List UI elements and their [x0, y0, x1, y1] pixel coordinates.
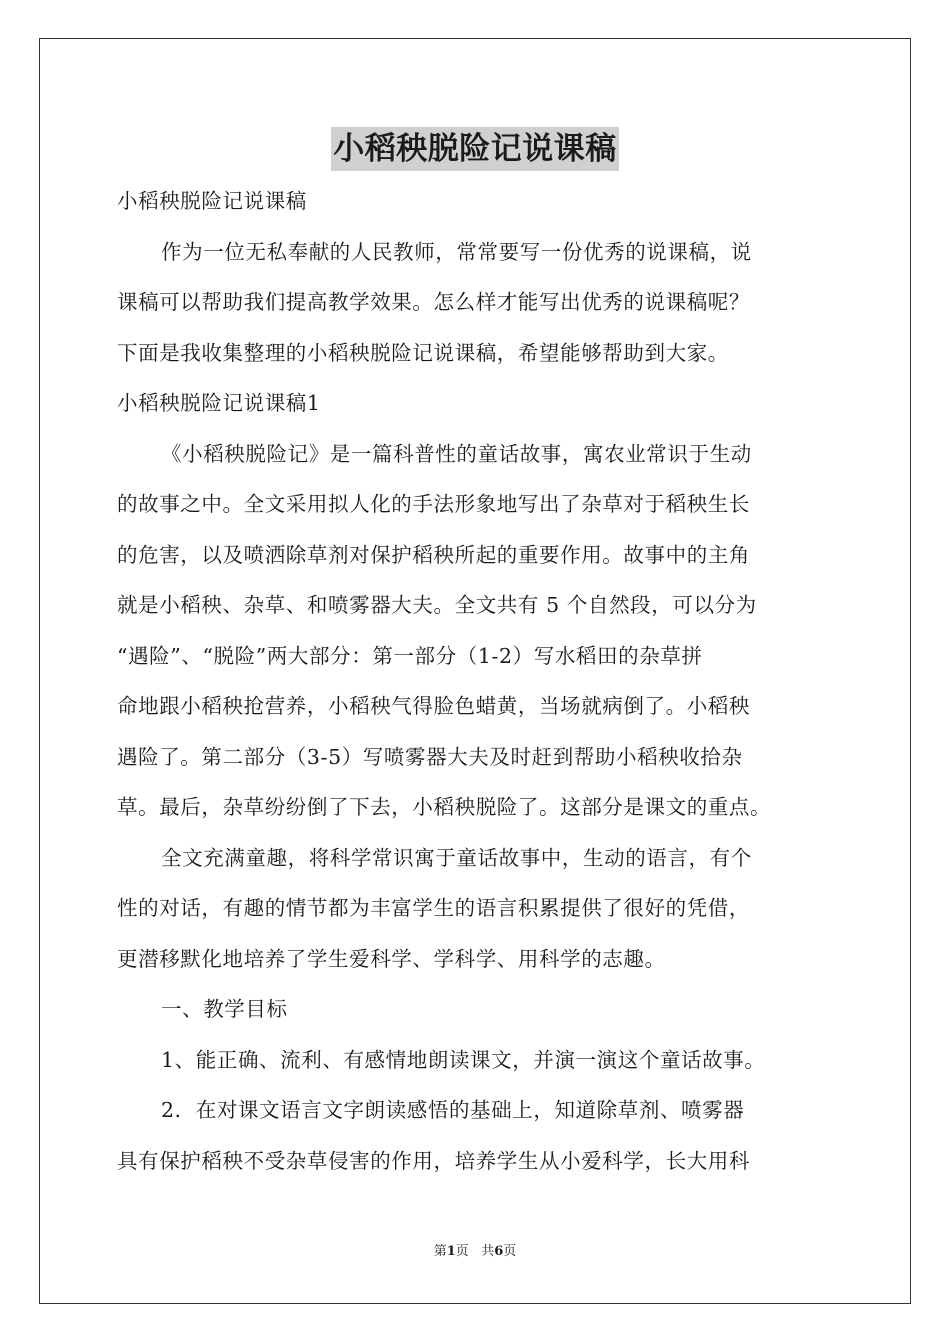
- paragraph-line: 下面是我收集整理的小稻秧脱险记说课稿，希望能够帮助到大家。: [117, 340, 729, 365]
- paragraph-line: 就是小稻秧、杂草、和喷雾器大夫。全文共有 5 个自然段，可以分为: [117, 593, 757, 617]
- title-container: [0, 127, 950, 171]
- section-heading: 一、教学目标: [161, 997, 288, 1021]
- total-unit: 页: [503, 1244, 517, 1259]
- list-item: 1、能正确、流利、有感情地朗读课文，并演一演这个童话故事。: [161, 1047, 766, 1072]
- subtitle-line: 小稻秧脱险记说课稿: [117, 189, 307, 213]
- paragraph-line: 具有保护稻秧不受杂草侵害的作用，培养学生从小爱科学，长大用科: [117, 1148, 750, 1173]
- page-total: 6: [494, 1244, 504, 1259]
- section-heading: 小稻秧脱险记说课稿1: [117, 391, 321, 415]
- document-body: [117, 176, 847, 1186]
- page-prefix: 第: [433, 1244, 447, 1259]
- page-unit: 页: [455, 1244, 469, 1259]
- paragraph-line: 遇险了。第二部分（3-5）写喷雾器大夫及时赶到帮助小稻秧收拾杂: [117, 744, 743, 769]
- paragraph-line: 的故事之中。全文采用拟人化的手法形象地写出了杂草对于稻秧生长: [117, 492, 750, 516]
- list-item: 2．在对课文语言文字朗读感悟的基础上，知道除草剂、喷雾器: [161, 1098, 745, 1122]
- page-footer: [0, 1243, 950, 1261]
- paragraph-line: 课稿可以帮助我们提高教学效果。怎么样才能写出优秀的说课稿呢？: [117, 290, 750, 314]
- paragraph-line: 的危害，以及喷洒除草剂对保护稻秧所起的重要作用。故事中的主角: [117, 542, 750, 567]
- paragraph-line: 全文充满童趣，将科学常识寓于童话故事中，生动的语言，有个: [161, 845, 752, 870]
- paragraph-line: 作为一位无私奉献的人民教师，常常要写一份优秀的说课稿，说: [161, 239, 752, 264]
- page-current: 1: [446, 1244, 456, 1259]
- paragraph-line: 《小稻秧脱险记》是一篇科普性的童话故事，寓农业常识于生动: [161, 441, 752, 466]
- paragraph-line: 命地跟小稻秧抢营养，小稻秧气得脸色蜡黄，当场就病倒了。小稻秧: [117, 694, 750, 718]
- total-prefix: 共: [481, 1244, 495, 1259]
- paragraph-line: “遇险”、“脱险”两大部分：第一部分（1-2）写水稻田的杂草拼: [117, 643, 703, 668]
- document-title: 小稻秧脱险记说课稿: [331, 127, 619, 171]
- paragraph-line: 性的对话，有趣的情节都为丰富学生的语言积累提供了很好的凭借，: [117, 896, 750, 920]
- paragraph-line: 更潜移默化地培养了学生爱科学、学科学、用科学的志趣。: [117, 946, 666, 971]
- paragraph-line: 草。最后，杂草纷纷倒了下去，小稻秧脱险了。这部分是课文的重点。: [117, 795, 772, 819]
